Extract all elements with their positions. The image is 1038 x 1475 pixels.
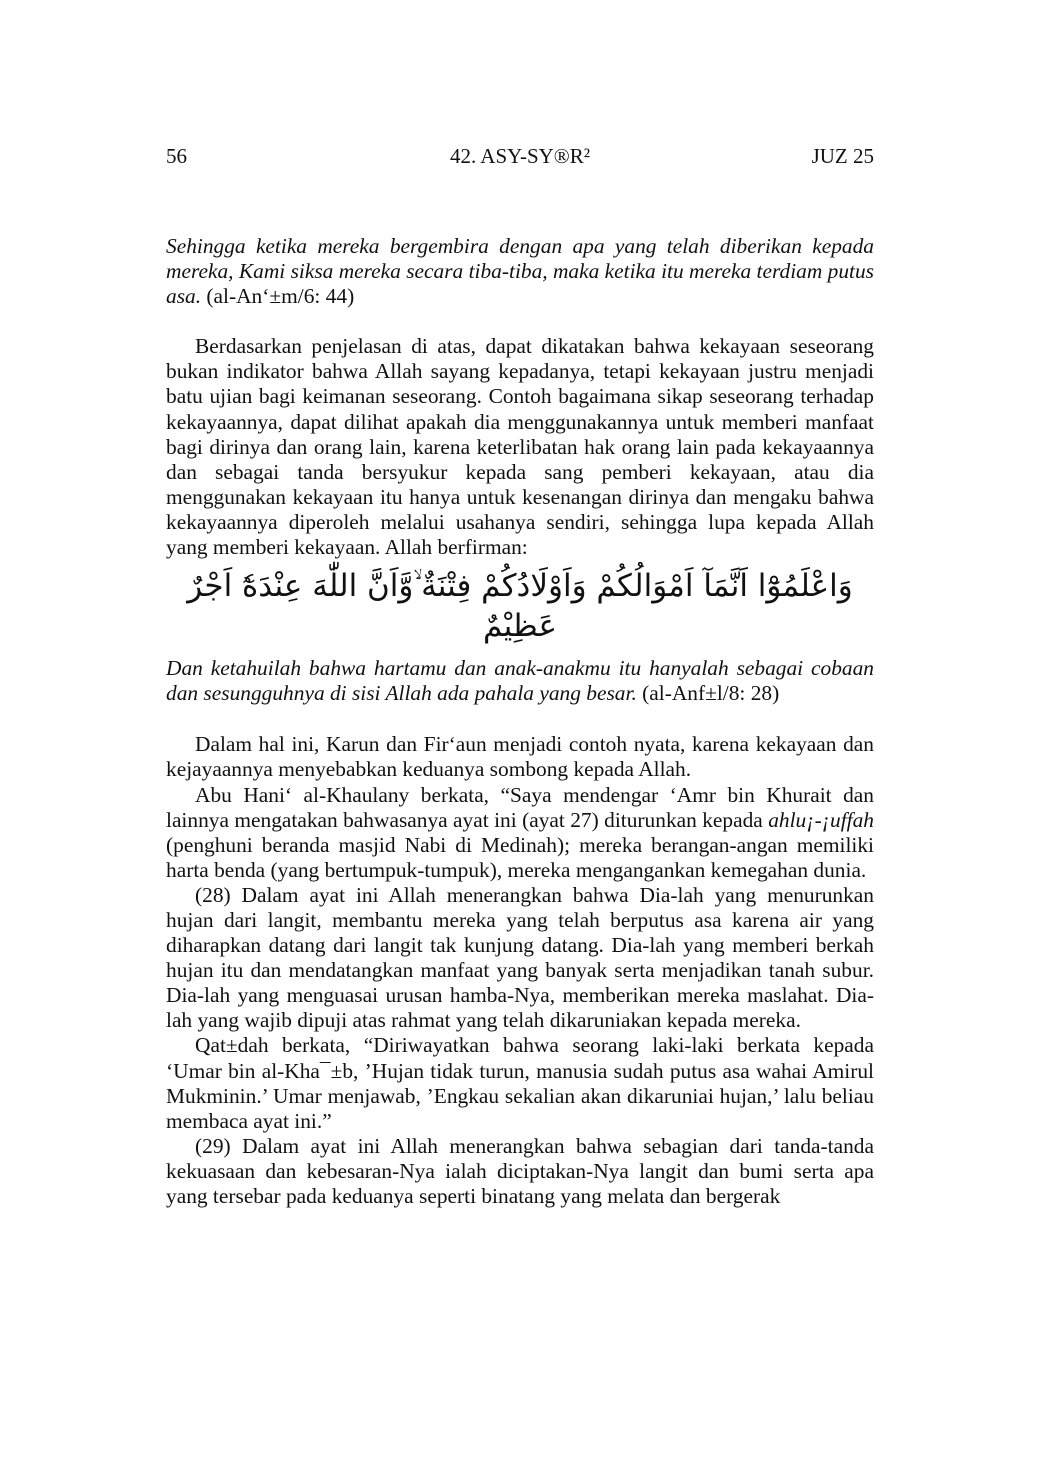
text-segment: (penghuni beranda masjid Nabi di Medinah); mereka berangan-angan memiliki harta benda (yang bertumpuk-tumpuk), mereka mengangankan kemegahan dunia. bbox=[166, 832, 874, 882]
quote-reference: (al-An‘±m/6: 44) bbox=[201, 284, 355, 309]
text-segment: Abu Hani‘ al-Khaulany berkata, “Saya mendengar ‘Amr bin Khurait dan lainnya mengatakan bahwasanya ayat ini (ayat 27) diturunkan kepada bbox=[166, 782, 874, 832]
paragraph-verse-28: (28) Dalam ayat ini Allah menerangkan bahwa Dia-lah yang menurunkan hujan dari langit, membantu mereka yang telah berputus asa karena air yang diharapkan datang dari langit tak kunjung datang. Dia-lah yang memberi berkah hujan itu dan mendatangkan manfaat yang banyak serta menjadikan tanah subur. Dia-lah yang menguasai urusan hamba-Nya, memberikan mereka maslahat. Dia-lah yang wajib dipuji atas rahmat yang telah dikaruniakan kepada mereka. bbox=[166, 882, 874, 1033]
arabic-verse: وَاعْلَمُوْٓا اَنَّمَآ اَمْوَالُكُمْ وَاَوْلَادُكُمْ فِتْنَةٌ ۙوَّاَنَّ اللّٰهَ عِنْدَهٗٓ اَجْرٌ عَظِيْمٌ bbox=[187, 568, 853, 645]
quote-translation-1 bbox=[166, 234, 874, 309]
quote-text: Sehingga ketika mereka bergembira dengan apa yang telah diberikan kepada mereka, Kami siksa mereka secara tiba-tiba, maka ketika itu mereka terdiam putus asa. bbox=[166, 234, 874, 309]
quote-reference: (al-Anf±l/8: 28) bbox=[636, 681, 780, 706]
paragraph-verse-29: (29) Dalam ayat ini Allah menerangkan bahwa sebagian dari tanda-tanda kekuasaan dan kebesaran-Nya ialah diciptakan-Nya langit dan bumi serta apa yang tersebar pada keduanya seperti binatang yang melata dan bergerak bbox=[166, 1133, 874, 1208]
paragraph-abu-hani bbox=[166, 783, 874, 883]
paragraph-wealth-test: Berdasarkan penjelasan di atas, dapat dikatakan bahwa kekayaan seseorang bukan indikator bahwa Allah sayang kepadanya, tetapi kekayaan justru menjadi batu ujian bagi keimanan seseorang. Contoh bagaimana sikap seseorang terhadap kekayaannya, dapat dilihat apakah dia menggunakannya untuk memberi manfaat bagi dirinya dan orang lain, karena keterlibatan hak orang lain pada kekayaannya dan sebagai tanda bersyukur kepada sang pemberi kekayaan, atau dia menggunakan kekayaan itu hanya untuk kesenangan dirinya dan mengaku bahwa kekayaannya diperoleh melalui usahanya sendiri, sehingga lupa kepada Allah yang memberi kekayaan. Allah berfirman: bbox=[166, 334, 874, 560]
quote-text: Dan ketahuilah bahwa hartamu dan anak-anakmu itu hanyalah sebagai cobaan dan sesungguhnya di sisi Allah ada pahala yang besar. bbox=[166, 656, 874, 706]
page-body bbox=[166, 234, 874, 1209]
page-number: 56 bbox=[166, 144, 187, 168]
page-header bbox=[166, 144, 874, 172]
italic-term: ahlu¡-¡uffah bbox=[768, 807, 874, 832]
paragraph-qatadah: Qat±dah berkata, “Diriwayatkan bahwa seorang laki-laki berkata kepada ‘Umar bin al-Kha¯±b, ’Hujan tidak turun, manusia sudah putus asa wahai Amirul Mukminin.’ Umar menjawab, ’Engkau sekalian akan dikaruniai hujan,’ lalu beliau membaca ayat ini.” bbox=[166, 1033, 874, 1133]
juz-label: JUZ 25 bbox=[811, 144, 874, 168]
paragraph-karun-firaun: Dalam hal ini, Karun dan Fir‘aun menjadi contoh nyata, karena kekayaan dan kejayaannya menyebabkan keduanya sombong kepada Allah. bbox=[166, 732, 874, 782]
surah-title: 42. ASY-SY®R² bbox=[449, 144, 591, 168]
quote-translation-2 bbox=[166, 656, 874, 706]
